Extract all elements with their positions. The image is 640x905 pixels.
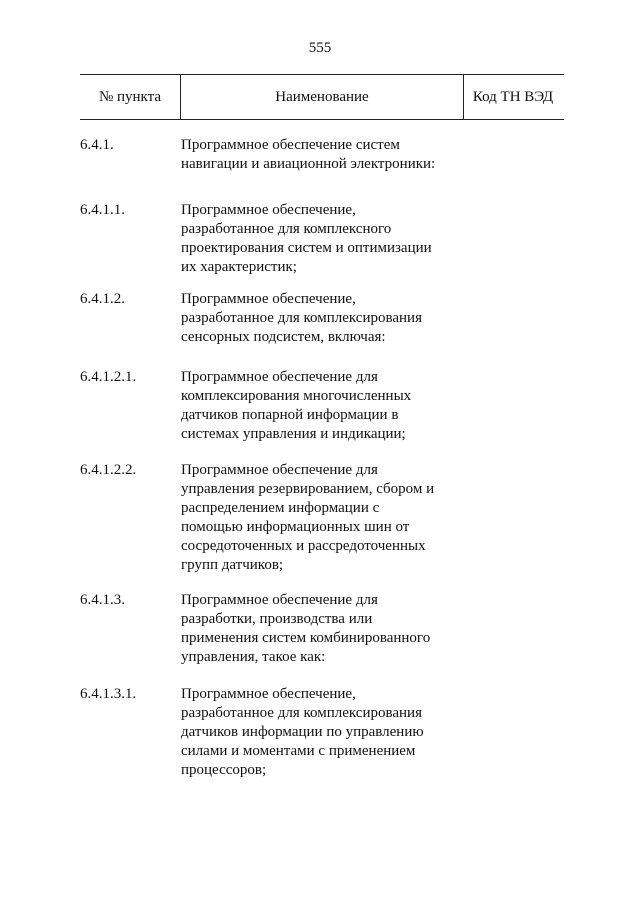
page-number: 555 — [308, 40, 332, 56]
row-text: Программное обеспечение для управления резервированием, сбором и распределением информации с помощью информационных шин от сосредоточенных и рассредоточенных групп датчиков; — [181, 462, 435, 573]
table-row — [0, 461, 640, 591]
row-text: Программное обеспечение для комплексирования многочисленных датчиков попарной информации в системах управления и индикации; — [181, 369, 412, 442]
table-row — [0, 136, 640, 201]
header-code: Код ТН ВЭД — [472, 89, 554, 105]
row-number: 6.4.1.2. — [80, 291, 125, 307]
row-text: Программное обеспечение для разработки, производства или применения систем комбинированного управления, такое как: — [181, 592, 431, 665]
table-row — [0, 685, 640, 785]
row-number: 6.4.1.1. — [80, 202, 125, 218]
row-number: 6.4.1. — [80, 137, 114, 153]
row-number: 6.4.1.3. — [80, 592, 125, 608]
table-row — [0, 591, 640, 685]
row-text: Программное обеспечение систем навигации и авиационной электроники: — [181, 137, 436, 172]
row-number: 6.4.1.2.1. — [80, 369, 137, 385]
row-number: 6.4.1.2.2. — [80, 462, 137, 478]
row-text: Программное обеспечение, разработанное для комплексного проектирования систем и оптимизации их характеристик; — [181, 202, 432, 275]
row-text: Программное обеспечение, разработанное для комплексирования сенсорных подсистем, включая: — [181, 291, 422, 345]
table-body — [0, 136, 640, 785]
table-row — [0, 201, 640, 290]
header-item-number: № пункта — [98, 89, 162, 105]
table-row — [0, 290, 640, 368]
table-header — [80, 74, 564, 120]
table-row — [0, 368, 640, 461]
row-text: Программное обеспечение, разработанное для комплексирования датчиков информации по управлению силами и моментами с применением процессоров; — [181, 686, 424, 778]
row-number: 6.4.1.3.1. — [80, 686, 137, 702]
header-name: Наименование — [180, 75, 464, 119]
